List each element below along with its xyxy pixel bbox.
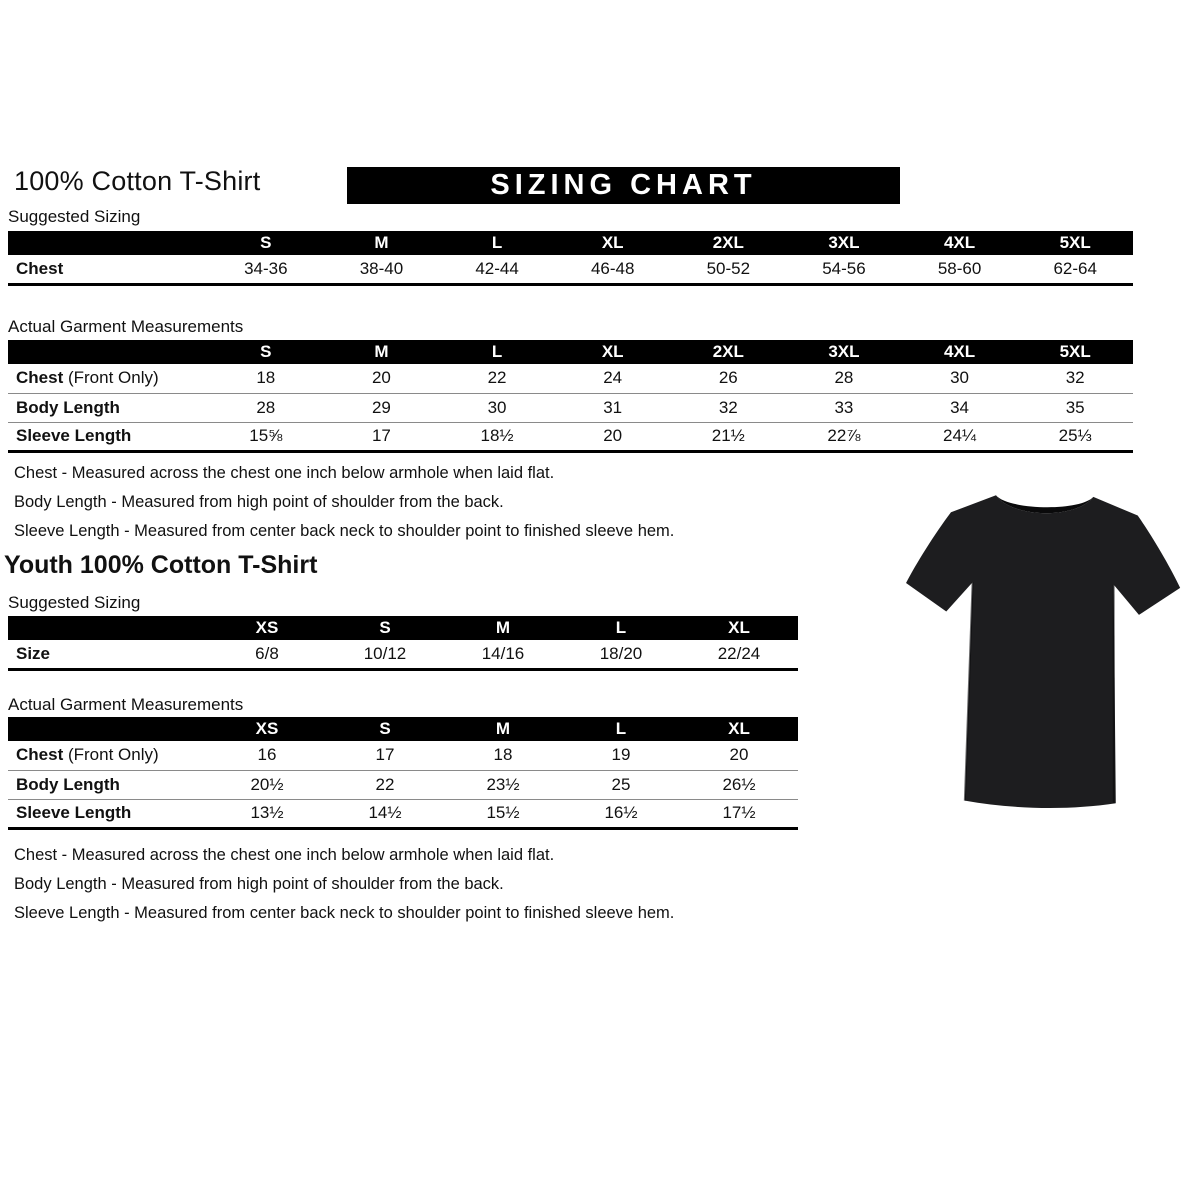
page-title: 100% Cotton T-Shirt — [14, 166, 261, 196]
youth-actual-measurements-label: Actual Garment Measurements — [8, 695, 244, 714]
size-column-header: 5XL — [1017, 340, 1133, 364]
measurement-cell: 22/24 — [717, 643, 761, 663]
size-column-header: 4XL — [902, 340, 1018, 364]
youth-suggested-sizing-table — [8, 616, 798, 671]
tshirt-icon — [893, 474, 1191, 822]
row-label-header — [8, 717, 208, 741]
size-column-header: S — [326, 616, 444, 640]
size-column-header: XS — [208, 616, 326, 640]
size-column-header: S — [326, 717, 444, 741]
measurement-cell: 20 — [555, 422, 671, 451]
measurement-cell: 58-60 — [937, 258, 982, 278]
measurement-cell: 62-64 — [1053, 258, 1097, 278]
measurement-cell: 31 — [555, 393, 671, 422]
measurement-cell: 16½ — [562, 799, 680, 828]
adult-actual-measurements-label: Actual Garment Measurements — [8, 317, 244, 336]
size-column-header: XL — [555, 340, 671, 364]
size-column-header: 3XL — [786, 231, 902, 255]
youth-measurement-notes — [14, 841, 674, 928]
measurement-cell: 20 — [729, 745, 749, 765]
note-body-length: Body Length - Measured from high point of shoulder from the back. — [14, 875, 504, 893]
row-label: Chest — [16, 258, 64, 278]
measurement-cell: 30 — [950, 368, 970, 388]
size-column-header: XS — [208, 717, 326, 741]
size-column-header: M — [444, 717, 562, 741]
measurement-cell: 23½ — [444, 770, 562, 799]
size-column-header: XL — [555, 231, 671, 255]
measurement-cell: 20½ — [208, 770, 326, 799]
measurement-cell: 15⅝ — [208, 422, 324, 451]
note-sleeve-length: Sleeve Length - Measured from center back neck to shoulder point to finished sleeve hem. — [14, 904, 675, 922]
measurement-cell: 14/16 — [481, 643, 525, 663]
measurement-cell: 17 — [375, 745, 395, 765]
measurement-cell: 18 — [493, 745, 513, 765]
measurement-row — [8, 422, 1133, 451]
measurement-cell: 26½ — [680, 770, 798, 799]
measurement-row — [8, 741, 798, 770]
measurement-cell: 32 — [1065, 368, 1085, 388]
measurement-cell: 19 — [611, 745, 631, 765]
measurement-cell: 17½ — [680, 799, 798, 828]
measurement-cell: 33 — [786, 393, 902, 422]
youth-page-title: Youth 100% Cotton T-Shirt — [4, 551, 318, 579]
adult-suggested-sizing-table — [8, 231, 1133, 286]
measurement-cell: 16 — [257, 745, 277, 765]
table-header-row — [8, 717, 798, 741]
measurement-cell: 15½ — [444, 799, 562, 828]
row-label-header — [8, 231, 208, 255]
size-column-header: S — [208, 340, 324, 364]
measurement-cell: 10/12 — [363, 643, 407, 663]
measurement-cell: 38-40 — [359, 258, 404, 278]
measurement-cell: 28 — [208, 393, 324, 422]
measurement-cell: 54-56 — [822, 258, 866, 278]
adult-suggested-sizing-label: Suggested Sizing — [8, 207, 141, 226]
measurement-cell: 32 — [671, 393, 787, 422]
row-label: Chest (Front Only) — [16, 368, 159, 388]
row-label: Body Length — [8, 770, 208, 799]
measurement-cell: 22⅞ — [786, 422, 902, 451]
size-column-header: M — [324, 340, 440, 364]
black-tshirt-image — [893, 474, 1191, 822]
table-header-row — [8, 231, 1133, 255]
measurement-cell: 18½ — [439, 422, 555, 451]
row-label: Sleeve Length — [8, 799, 208, 828]
measurement-cell: 50-52 — [706, 258, 751, 278]
note-sleeve-length: Sleeve Length - Measured from center back neck to shoulder point to finished sleeve hem. — [14, 522, 675, 540]
youth-suggested-sizing-label: Suggested Sizing — [8, 593, 141, 612]
youth-actual-measurements-table — [8, 717, 798, 830]
row-label: Body Length — [8, 393, 208, 422]
row-label-header — [8, 616, 208, 640]
measurement-cell: 35 — [1017, 393, 1133, 422]
row-label: Size — [16, 643, 51, 663]
size-column-header: 2XL — [671, 340, 787, 364]
size-column-header: L — [562, 717, 680, 741]
measurement-row — [8, 799, 798, 828]
measurement-row — [8, 364, 1133, 393]
size-column-header: XL — [680, 717, 798, 741]
measurement-cell: 6/8 — [255, 643, 279, 663]
row-label: Sleeve Length — [8, 422, 208, 451]
size-column-header: L — [439, 340, 555, 364]
measurement-cell: 24¼ — [902, 422, 1018, 451]
size-column-header: M — [324, 231, 440, 255]
row-label: Chest (Front Only) — [16, 745, 159, 765]
note-chest: Chest - Measured across the chest one inch below armhole when laid flat. — [14, 846, 555, 864]
table-header-row — [8, 340, 1133, 364]
measurement-cell: 18 — [256, 368, 276, 388]
measurement-cell: 34-36 — [244, 258, 288, 278]
table-header-row — [8, 616, 798, 640]
size-column-header: 5XL — [1017, 231, 1133, 255]
measurement-row — [8, 770, 798, 799]
measurement-cell: 34 — [902, 393, 1018, 422]
measurement-row — [8, 255, 1133, 284]
measurement-cell: 25⅓ — [1017, 422, 1133, 451]
size-column-header: L — [562, 616, 680, 640]
measurement-cell: 18/20 — [599, 643, 643, 663]
size-column-header: 2XL — [671, 231, 787, 255]
measurement-row — [8, 393, 1133, 422]
measurement-cell: 24 — [603, 368, 623, 388]
measurement-cell: 22 — [326, 770, 444, 799]
measurement-row — [8, 640, 798, 669]
size-column-header: S — [208, 231, 324, 255]
measurement-cell: 28 — [834, 368, 854, 388]
adult-actual-measurements-table — [8, 340, 1133, 453]
size-column-header: L — [439, 231, 555, 255]
size-column-header: XL — [680, 616, 798, 640]
size-column-header: M — [444, 616, 562, 640]
note-body-length: Body Length - Measured from high point of shoulder from the back. — [14, 493, 504, 511]
adult-measurement-notes — [14, 459, 674, 546]
measurement-cell: 22 — [487, 368, 507, 388]
measurement-cell: 30 — [439, 393, 555, 422]
measurement-cell: 21½ — [671, 422, 787, 451]
size-column-header: 4XL — [902, 231, 1018, 255]
measurement-cell: 26 — [718, 368, 738, 388]
size-column-header: 3XL — [786, 340, 902, 364]
measurement-cell: 20 — [371, 368, 391, 388]
sizing-chart-banner: SIZING CHART — [347, 167, 900, 204]
measurement-cell: 25 — [562, 770, 680, 799]
note-chest: Chest - Measured across the chest one inch below armhole when laid flat. — [14, 464, 555, 482]
measurement-cell: 29 — [324, 393, 440, 422]
row-label-header — [8, 340, 208, 364]
measurement-cell: 14½ — [326, 799, 444, 828]
measurement-cell: 13½ — [208, 799, 326, 828]
measurement-cell: 42-44 — [475, 258, 519, 278]
measurement-cell: 46-48 — [590, 258, 635, 278]
measurement-cell: 17 — [324, 422, 440, 451]
